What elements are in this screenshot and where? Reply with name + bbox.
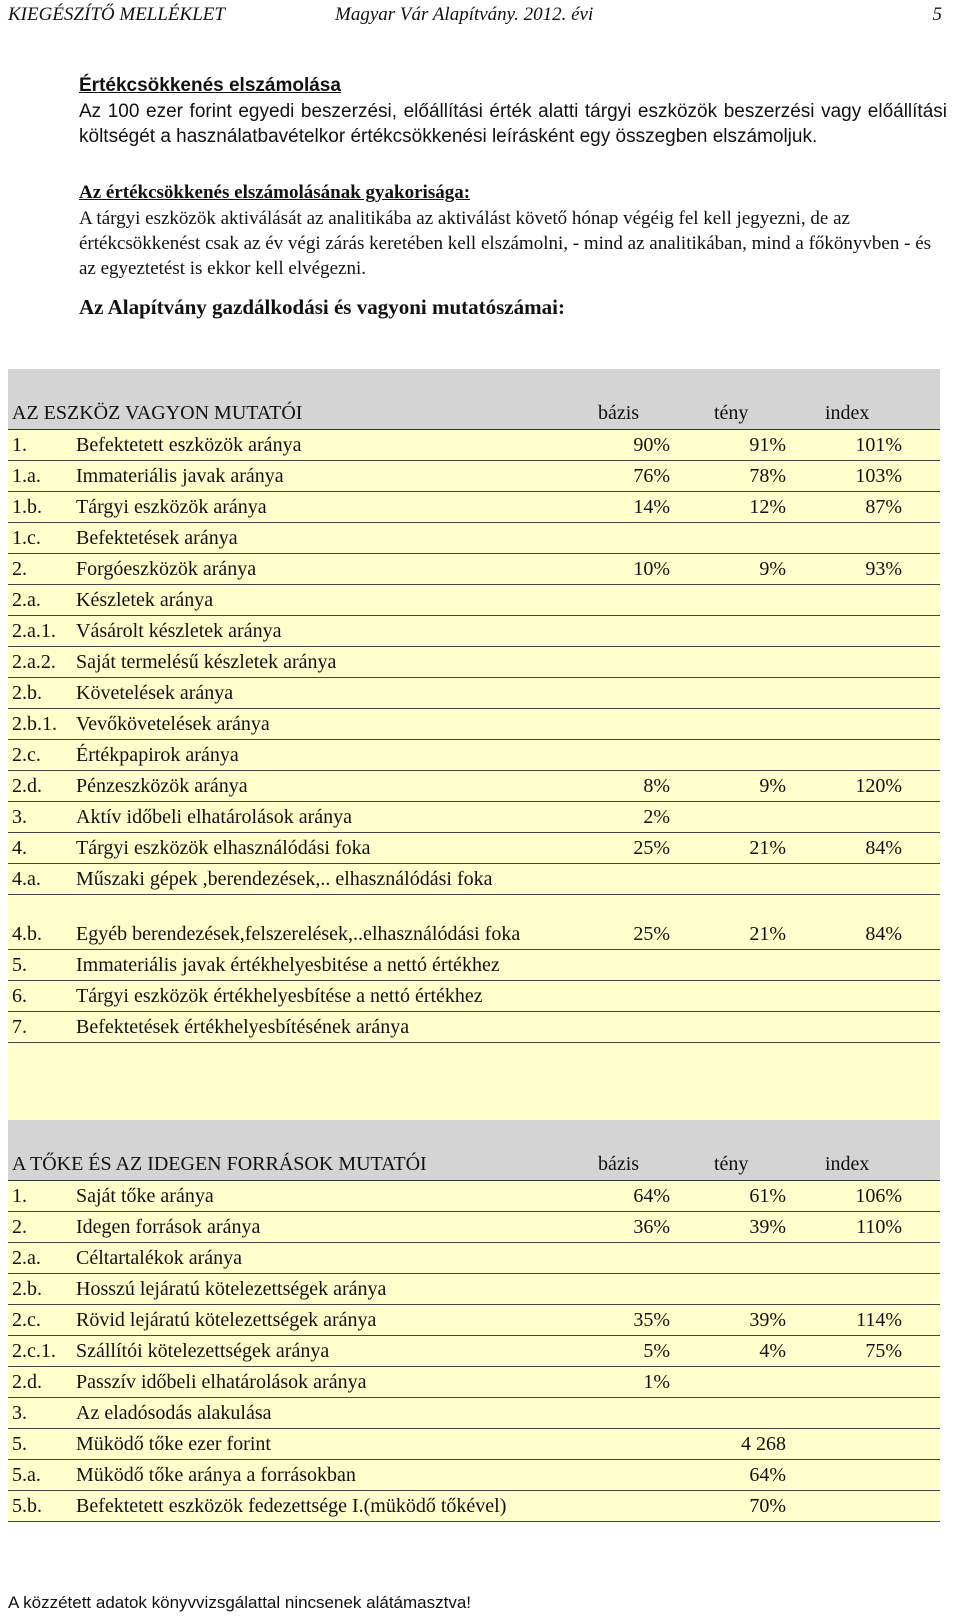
row-number: 2.b. bbox=[12, 682, 42, 704]
table-row bbox=[8, 616, 940, 647]
row-number: 4.b. bbox=[12, 923, 42, 945]
table-row bbox=[8, 585, 940, 616]
table-row bbox=[8, 678, 940, 709]
row-label: Tárgyi eszközök értékhelyesbítése a nettó értékhez bbox=[76, 985, 483, 1007]
col-bazis: bázis bbox=[598, 402, 640, 424]
row-label: Szállítói kötelezettségek aránya bbox=[76, 1340, 330, 1362]
row-label: Készletek aránya bbox=[76, 589, 214, 611]
row-number: 2.d. bbox=[12, 775, 42, 797]
table-row bbox=[8, 1012, 940, 1043]
index-value: 120% bbox=[855, 775, 902, 797]
teny-value: 4 268 bbox=[741, 1433, 786, 1455]
row-label: Müködő tőke ezer forint bbox=[76, 1433, 271, 1455]
row-number: 2. bbox=[12, 558, 27, 580]
table-row bbox=[8, 950, 940, 981]
table-row bbox=[8, 1367, 940, 1398]
table-row bbox=[8, 740, 940, 771]
table-row bbox=[8, 771, 940, 802]
section2-text: A tárgyi eszközök aktiválását az analitikába az aktiválást követő hónap végéig fel kell jegyezni, de az értékcsökkenést csak az év végi zárás keretében kell elszámolni, - mind az analitikában, mind a főkönyvben - és az egyeztetést is ekkor kell elvégezni. bbox=[79, 208, 932, 279]
row-label: Müködő tőke aránya a forrásokban bbox=[76, 1464, 356, 1486]
row-label: Befektetett eszközök aránya bbox=[76, 434, 302, 456]
bazis-value: 8% bbox=[643, 775, 670, 797]
teny-value: 12% bbox=[749, 496, 786, 518]
index-value: 106% bbox=[855, 1185, 902, 1207]
bazis-value: 5% bbox=[643, 1340, 670, 1362]
teny-value: 9% bbox=[759, 558, 786, 580]
table-row bbox=[8, 981, 940, 1012]
table-row bbox=[8, 1398, 940, 1429]
bazis-value: 25% bbox=[633, 923, 670, 945]
row-label: Céltartalékok aránya bbox=[76, 1247, 243, 1269]
row-number: 2.a. bbox=[12, 1247, 41, 1269]
row-number: 1.c. bbox=[12, 527, 41, 549]
row-label: Egyéb berendezések,felszerelések,..elhasználódási foka bbox=[76, 923, 521, 945]
row-label: Saját tőke aránya bbox=[76, 1185, 214, 1207]
col-index: index bbox=[825, 1153, 870, 1175]
table-body bbox=[8, 1181, 940, 1522]
bazis-value: 25% bbox=[633, 837, 670, 859]
table-row bbox=[8, 833, 940, 864]
table-header bbox=[8, 1120, 940, 1181]
row-number: 2.d. bbox=[12, 1371, 42, 1393]
row-number: 2.a. bbox=[12, 589, 41, 611]
row-number: 2.b.1. bbox=[12, 713, 57, 735]
row-label: Műszaki gépek ,berendezések,.. elhasználódási foka bbox=[76, 868, 493, 890]
row-label: Aktív időbeli elhatárolások aránya bbox=[76, 806, 353, 828]
row-number: 2.b. bbox=[12, 1278, 42, 1300]
table-title: A TŐKE ÉS AZ IDEGEN FORRÁSOK MUTATÓI bbox=[12, 1153, 427, 1175]
row-label: Vevőkövetelések aránya bbox=[76, 713, 270, 735]
header-left: KIEGÉSZÍTŐ MELLÉKLET bbox=[8, 4, 225, 25]
row-label: Tárgyi eszközök aránya bbox=[76, 496, 267, 518]
row-number: 2.a.2. bbox=[12, 651, 56, 673]
bazis-value: 14% bbox=[633, 496, 670, 518]
index-value: 75% bbox=[865, 1340, 902, 1362]
indicators-heading: Az Alapítvány gazdálkodási és vagyoni mutatószámai: bbox=[79, 295, 565, 319]
row-number: 2.c. bbox=[12, 1309, 41, 1331]
row-number: 1. bbox=[12, 1185, 27, 1207]
bazis-value: 90% bbox=[633, 434, 670, 456]
teny-value: 39% bbox=[749, 1216, 786, 1238]
table-row bbox=[8, 461, 940, 492]
index-value: 114% bbox=[856, 1309, 902, 1331]
table-row bbox=[8, 1429, 940, 1460]
row-number: 2.c.1. bbox=[12, 1340, 56, 1362]
teny-value: 78% bbox=[749, 465, 786, 487]
page-number: 5 bbox=[932, 4, 942, 25]
col-bazis: bázis bbox=[598, 1153, 640, 1175]
table-row bbox=[8, 1243, 940, 1274]
row-label: Hosszú lejáratú kötelezettségek aránya bbox=[76, 1278, 387, 1300]
col-teny: tény bbox=[714, 1153, 749, 1175]
teny-value: 39% bbox=[749, 1309, 786, 1331]
bazis-value: 36% bbox=[633, 1216, 670, 1238]
asset-indicators-table bbox=[8, 369, 940, 1133]
index-value: 110% bbox=[856, 1216, 902, 1238]
page-header bbox=[8, 4, 942, 28]
bazis-value: 10% bbox=[633, 558, 670, 580]
row-label: Követelések aránya bbox=[76, 682, 234, 704]
bazis-value: 2% bbox=[643, 806, 670, 828]
row-label: Pénzeszközök aránya bbox=[76, 775, 248, 797]
index-value: 84% bbox=[865, 837, 902, 859]
row-number: 5. bbox=[12, 1433, 27, 1455]
header-center: Magyar Vár Alapítvány. 2012. évi bbox=[335, 4, 594, 25]
row-number: 7. bbox=[12, 1016, 27, 1038]
col-teny: tény bbox=[714, 402, 749, 424]
section1-text: Az 100 ezer forint egyedi beszerzési, előállítási érték alatti tárgyi eszközök beszerzési vagy előállítási költségét a használatbavételkor értékcsökkenési leírásként egy összegben elszámoljuk. bbox=[79, 101, 947, 147]
teny-value: 4% bbox=[759, 1340, 786, 1362]
teny-value: 91% bbox=[749, 434, 786, 456]
row-number: 3. bbox=[12, 1402, 27, 1424]
index-value: 101% bbox=[855, 434, 902, 456]
table-row bbox=[8, 554, 940, 585]
row-label: Az eladósodás alakulása bbox=[76, 1402, 272, 1424]
index-value: 87% bbox=[865, 496, 902, 518]
row-number: 5. bbox=[12, 954, 27, 976]
row-number: 2.c. bbox=[12, 744, 41, 766]
row-number: 4. bbox=[12, 837, 27, 859]
row-label: Immateriális javak értékhelyesbitése a nettó értékhez bbox=[76, 954, 500, 976]
index-value: 93% bbox=[865, 558, 902, 580]
teny-value: 70% bbox=[749, 1495, 786, 1517]
bazis-value: 76% bbox=[633, 465, 670, 487]
table-row bbox=[8, 523, 940, 554]
row-number: 6. bbox=[12, 985, 27, 1007]
bazis-value: 35% bbox=[633, 1309, 670, 1331]
row-label: Befektetések aránya bbox=[76, 527, 238, 549]
row-number: 5.b. bbox=[12, 1495, 42, 1517]
table-title: AZ ESZKÖZ VAGYON MUTATÓI bbox=[12, 402, 303, 424]
table-row bbox=[8, 1491, 940, 1522]
row-label: Befektetett eszközök fedezettsége I.(müködő tőkével) bbox=[76, 1495, 507, 1517]
table-row bbox=[8, 895, 940, 950]
row-label: Idegen források aránya bbox=[76, 1216, 261, 1238]
table-row bbox=[8, 1274, 940, 1305]
teny-value: 21% bbox=[749, 923, 786, 945]
table-row bbox=[8, 802, 940, 833]
row-label: Befektetések értékhelyesbítésének aránya bbox=[76, 1016, 410, 1038]
table-row bbox=[8, 647, 940, 678]
equity-indicators-table bbox=[8, 1120, 940, 1522]
section2-title: Az értékcsökkenés elszámolásának gyakorisága: bbox=[79, 182, 471, 203]
row-number: 3. bbox=[12, 806, 27, 828]
row-label: Vásárolt készletek aránya bbox=[76, 620, 282, 642]
teny-value: 61% bbox=[749, 1185, 786, 1207]
row-number: 1.b. bbox=[12, 496, 42, 518]
footer-note: A közzétett adatok könyvvizsgálattal nincsenek alátámasztva! bbox=[8, 1593, 472, 1612]
teny-value: 21% bbox=[749, 837, 786, 859]
row-label: Forgóeszközök aránya bbox=[76, 558, 257, 580]
row-number: 4.a. bbox=[12, 868, 41, 890]
row-label: Passzív időbeli elhatárolások aránya bbox=[76, 1371, 367, 1393]
row-label: Saját termelésű készletek aránya bbox=[76, 651, 337, 673]
row-label: Tárgyi eszközök elhasználódási foka bbox=[76, 837, 371, 859]
row-label: Immateriális javak aránya bbox=[76, 465, 284, 487]
table-row bbox=[8, 709, 940, 740]
table-row bbox=[8, 492, 940, 523]
section1-title: Értékcsökkenés elszámolása bbox=[79, 75, 341, 96]
index-value: 103% bbox=[855, 465, 902, 487]
bazis-value: 1% bbox=[643, 1371, 670, 1393]
table-row bbox=[8, 1212, 940, 1243]
bazis-value: 64% bbox=[633, 1185, 670, 1207]
table-row bbox=[8, 1460, 940, 1491]
row-number: 2. bbox=[12, 1216, 27, 1238]
row-number: 5.a. bbox=[12, 1464, 41, 1486]
table-row bbox=[8, 430, 940, 461]
index-value: 84% bbox=[865, 923, 902, 945]
table-row bbox=[8, 1181, 940, 1212]
row-label: Rövid lejáratú kötelezettségek aránya bbox=[76, 1309, 377, 1331]
table-body bbox=[8, 430, 940, 1043]
teny-value: 64% bbox=[749, 1464, 786, 1486]
col-index: index bbox=[825, 402, 870, 424]
table-row bbox=[8, 1305, 940, 1336]
row-label: Értékpapirok aránya bbox=[76, 744, 239, 766]
table-header bbox=[8, 369, 940, 430]
table-row bbox=[8, 1336, 940, 1367]
table-row bbox=[8, 864, 940, 895]
teny-value: 9% bbox=[759, 775, 786, 797]
row-number: 2.a.1. bbox=[12, 620, 56, 642]
row-number: 1.a. bbox=[12, 465, 41, 487]
row-number: 1. bbox=[12, 434, 27, 456]
